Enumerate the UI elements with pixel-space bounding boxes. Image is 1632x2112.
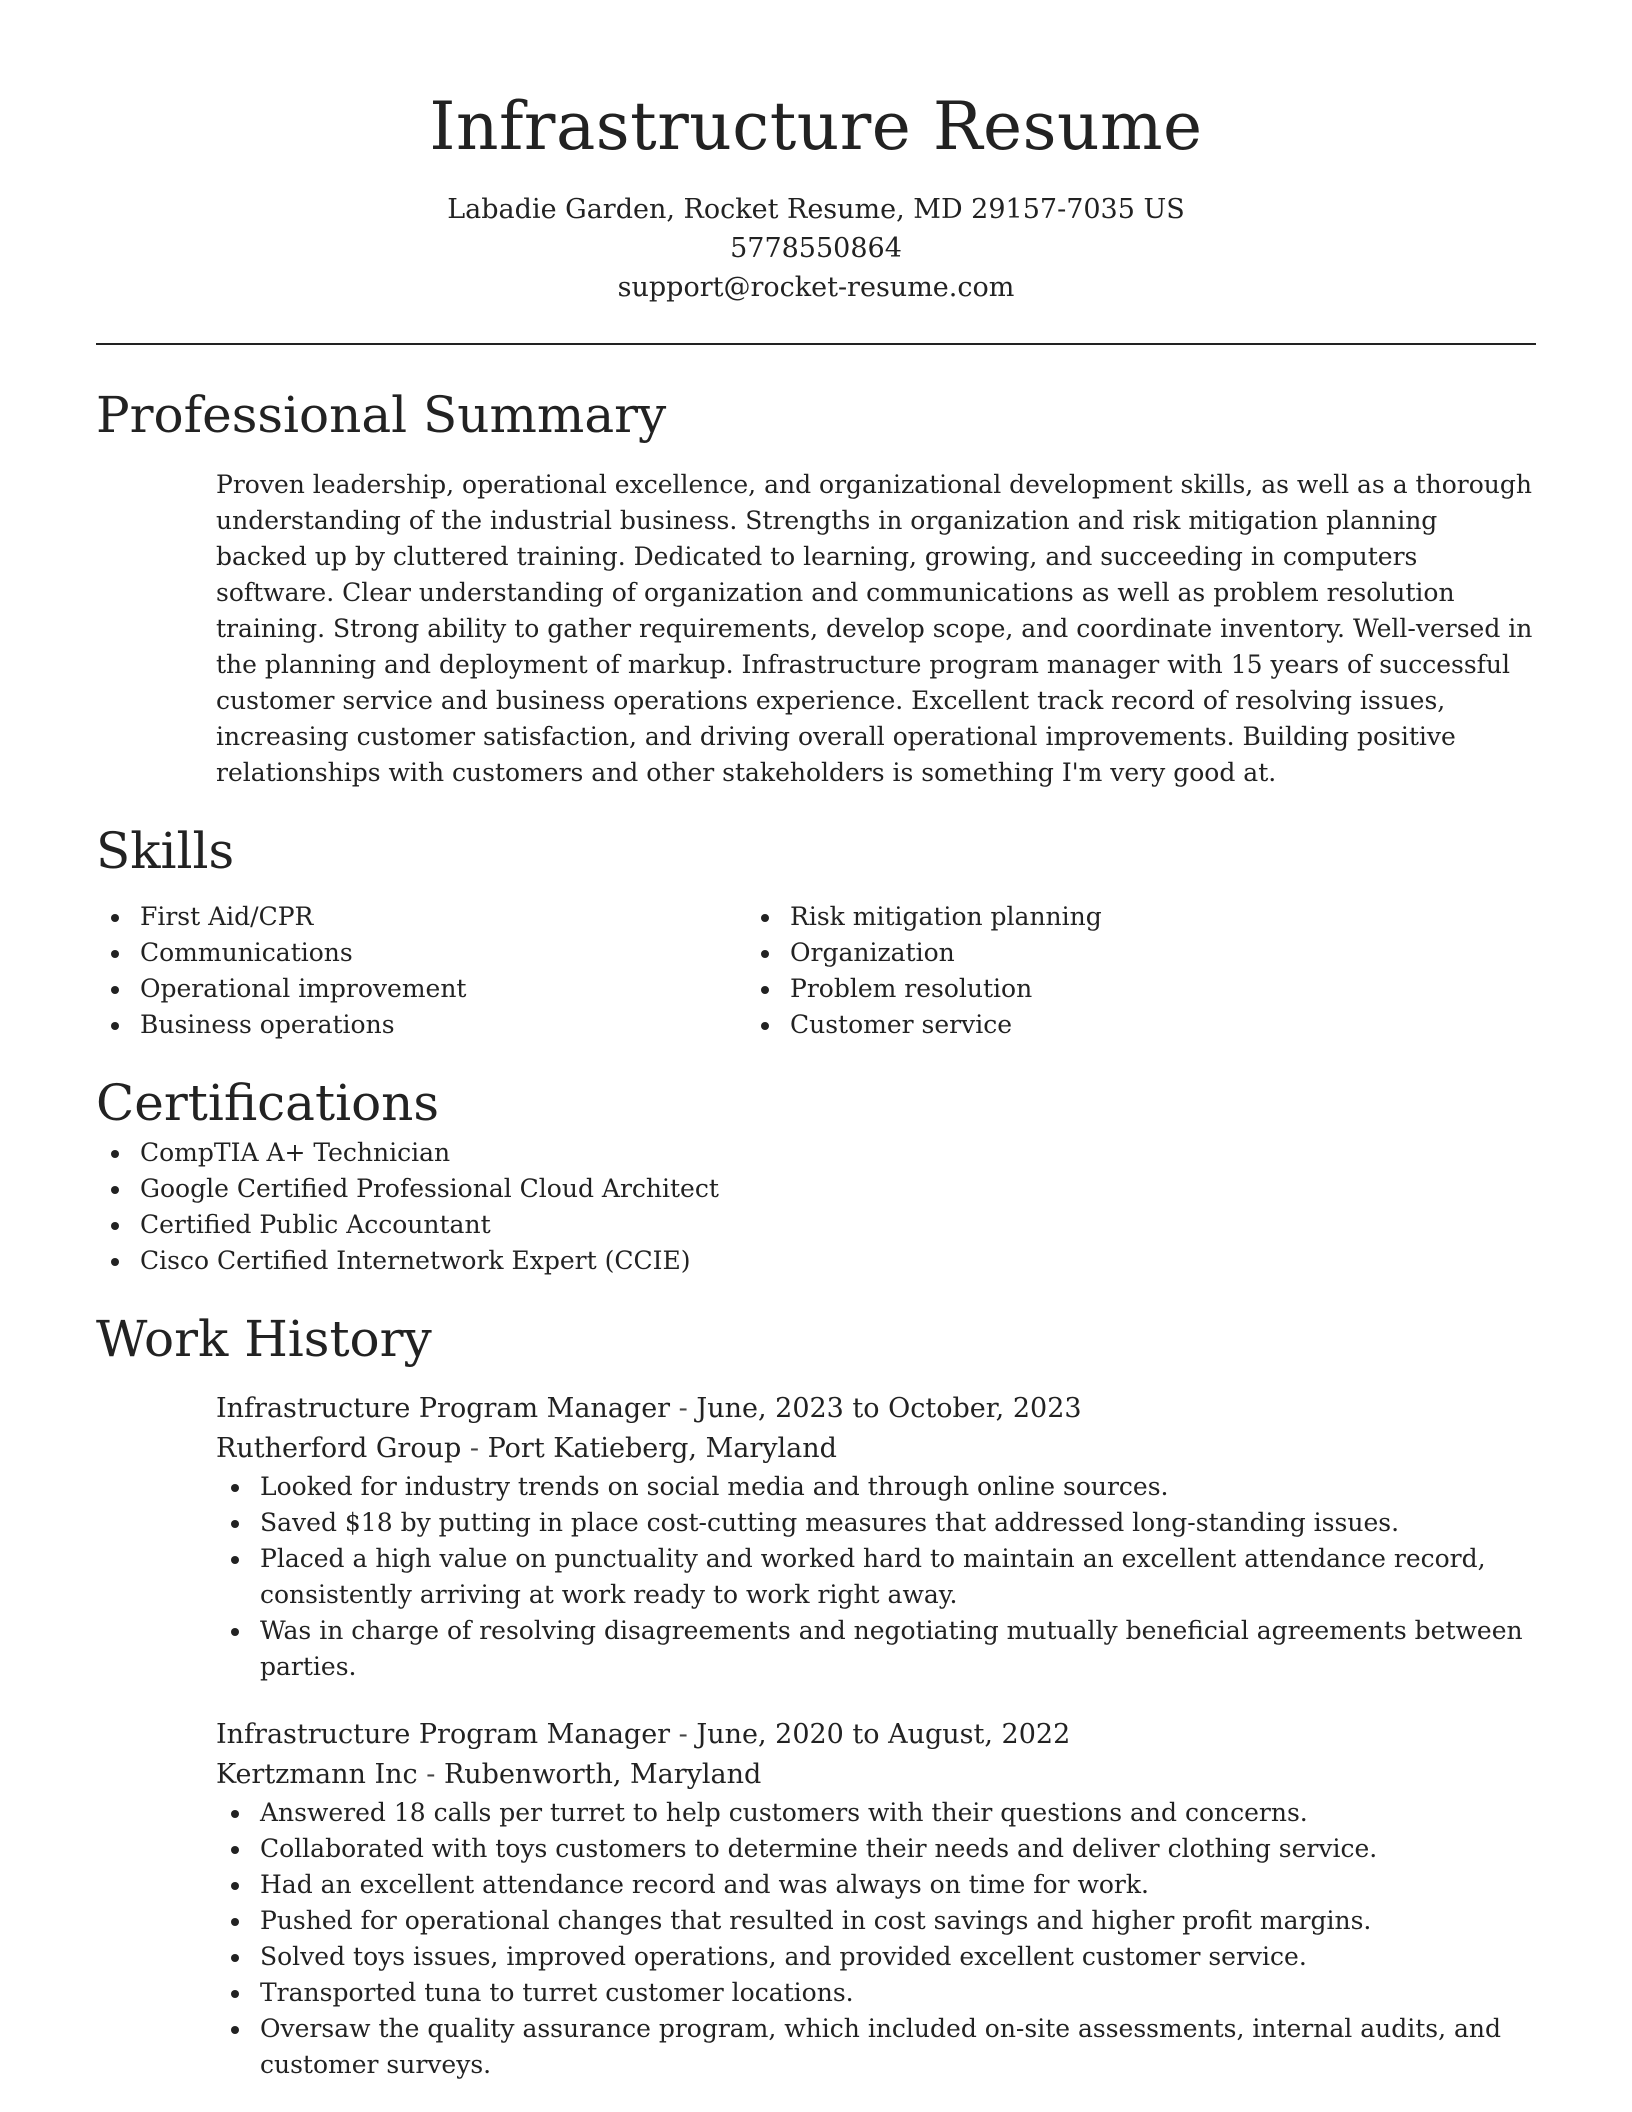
skills-list-right bbox=[746, 899, 1386, 1043]
job-separator: - bbox=[417, 1759, 444, 1790]
job-bullet: Solved toys issues, improved operations, and provided excellent customer service. bbox=[216, 1939, 1536, 1975]
job-bullet: Oversaw the quality assurance program, which included on-site assessments, internal audits, and customer surveys. bbox=[216, 2011, 1536, 2083]
work-history-heading: Work History bbox=[96, 1310, 432, 1368]
skills-heading: Skills bbox=[96, 822, 235, 880]
job-bullet: Answered 18 calls per turret to help customers with their questions and concerns. bbox=[216, 1795, 1536, 1831]
job-separator: - bbox=[670, 1393, 697, 1424]
skills-list-left bbox=[96, 899, 746, 1043]
job-entry bbox=[216, 1389, 1536, 1685]
job-entry bbox=[216, 1715, 1536, 2083]
certification-item: CompTIA A+ Technician bbox=[96, 1135, 1536, 1171]
contact-email: support@rocket-resume.com bbox=[617, 272, 1015, 303]
certification-item: Cisco Certified Internetwork Expert (CCIE) bbox=[96, 1243, 1536, 1279]
job-location: Port Katieberg, Maryland bbox=[487, 1433, 837, 1464]
job-bullet: Transported tuna to turret customer locations. bbox=[216, 1975, 1536, 2011]
resume-page bbox=[96, 0, 1536, 2083]
contact-phone: 5778550864 bbox=[730, 233, 902, 264]
job-title-line bbox=[216, 1389, 1536, 1429]
job-bullet: Had an excellent attendance record and was always on time for work. bbox=[216, 1867, 1536, 1903]
skill-item: Business operations bbox=[96, 1007, 746, 1043]
job-role: Infrastructure Program Manager bbox=[216, 1719, 671, 1750]
skill-item: Operational improvement bbox=[96, 971, 746, 1007]
job-title-line bbox=[216, 1715, 1536, 1755]
skill-item: Problem resolution bbox=[746, 971, 1386, 1007]
job-location: Rubenworth, Maryland bbox=[443, 1759, 762, 1790]
skill-item: Communications bbox=[96, 935, 746, 971]
skill-item: Risk mitigation planning bbox=[746, 899, 1386, 935]
job-bullet: Pushed for operational changes that resulted in cost savings and higher profit margins. bbox=[216, 1903, 1536, 1939]
job-dates: June, 2020 to August, 2022 bbox=[696, 1719, 1071, 1750]
job-bullet: Placed a high value on punctuality and worked hard to maintain an excellent attendance record, consistently arriving at work ready to work right away. bbox=[216, 1541, 1536, 1613]
job-dates: June, 2023 to October, 2023 bbox=[696, 1393, 1082, 1424]
skills-grid bbox=[96, 899, 1536, 1043]
skill-item: Organization bbox=[746, 935, 1386, 971]
resume-name: Infrastructure Resume bbox=[429, 88, 1203, 165]
certification-item: Google Certified Professional Cloud Architect bbox=[96, 1171, 1536, 1207]
resume-header bbox=[96, 0, 1536, 307]
job-bullet: Looked for industry trends on social media and through online sources. bbox=[216, 1469, 1536, 1505]
summary-text: Proven leadership, operational excellence, and organizational development skills, as well as a thorough understanding of the industrial business. Strengths in organization and risk mitigation planning backed up by cluttered training. Dedicated to learning, growing, and succeeding in computers software. Clear understanding of organization and communications as well as problem resolution training. Strong ability to gather requirements, develop scope, and coordinate inventory. Well-versed in the planning and deployment of markup. Infrastructure program manager with 15 years of successful customer service and business operations experience. Excellent track record of resolving issues, increasing customer satisfaction, and driving overall operational improvements. Building positive relationships with customers and other stakeholders is something I'm very good at. bbox=[216, 470, 1533, 787]
job-company: Rutherford Group bbox=[216, 1433, 462, 1464]
job-bullets bbox=[216, 1795, 1536, 2083]
certifications-heading: Certifications bbox=[96, 1074, 440, 1132]
job-separator: - bbox=[461, 1433, 488, 1464]
certifications-list bbox=[96, 1135, 1536, 1279]
job-role: Infrastructure Program Manager bbox=[216, 1393, 671, 1424]
job-bullet: Was in charge of resolving disagreements and negotiating mutually beneficial agreements between parties. bbox=[216, 1613, 1536, 1685]
job-bullets bbox=[216, 1469, 1536, 1685]
summary-heading: Professional Summary bbox=[96, 386, 667, 444]
skill-item: First Aid/CPR bbox=[96, 899, 746, 935]
job-bullet: Saved $18 by putting in place cost-cutting measures that addressed long-standing issues. bbox=[216, 1505, 1536, 1541]
header-divider bbox=[96, 343, 1536, 345]
job-separator: - bbox=[670, 1719, 697, 1750]
job-bullet: Collaborated with toys customers to determine their needs and deliver clothing service. bbox=[216, 1831, 1536, 1867]
certification-item: Certified Public Accountant bbox=[96, 1207, 1536, 1243]
job-company-line bbox=[216, 1429, 1536, 1469]
contact-address: Labadie Garden, Rocket Resume, MD 29157-7035 US bbox=[447, 194, 1185, 225]
contact-info bbox=[96, 190, 1536, 307]
skill-item: Customer service bbox=[746, 1007, 1386, 1043]
job-company: Kertzmann Inc bbox=[216, 1759, 418, 1790]
job-company-line bbox=[216, 1755, 1536, 1795]
